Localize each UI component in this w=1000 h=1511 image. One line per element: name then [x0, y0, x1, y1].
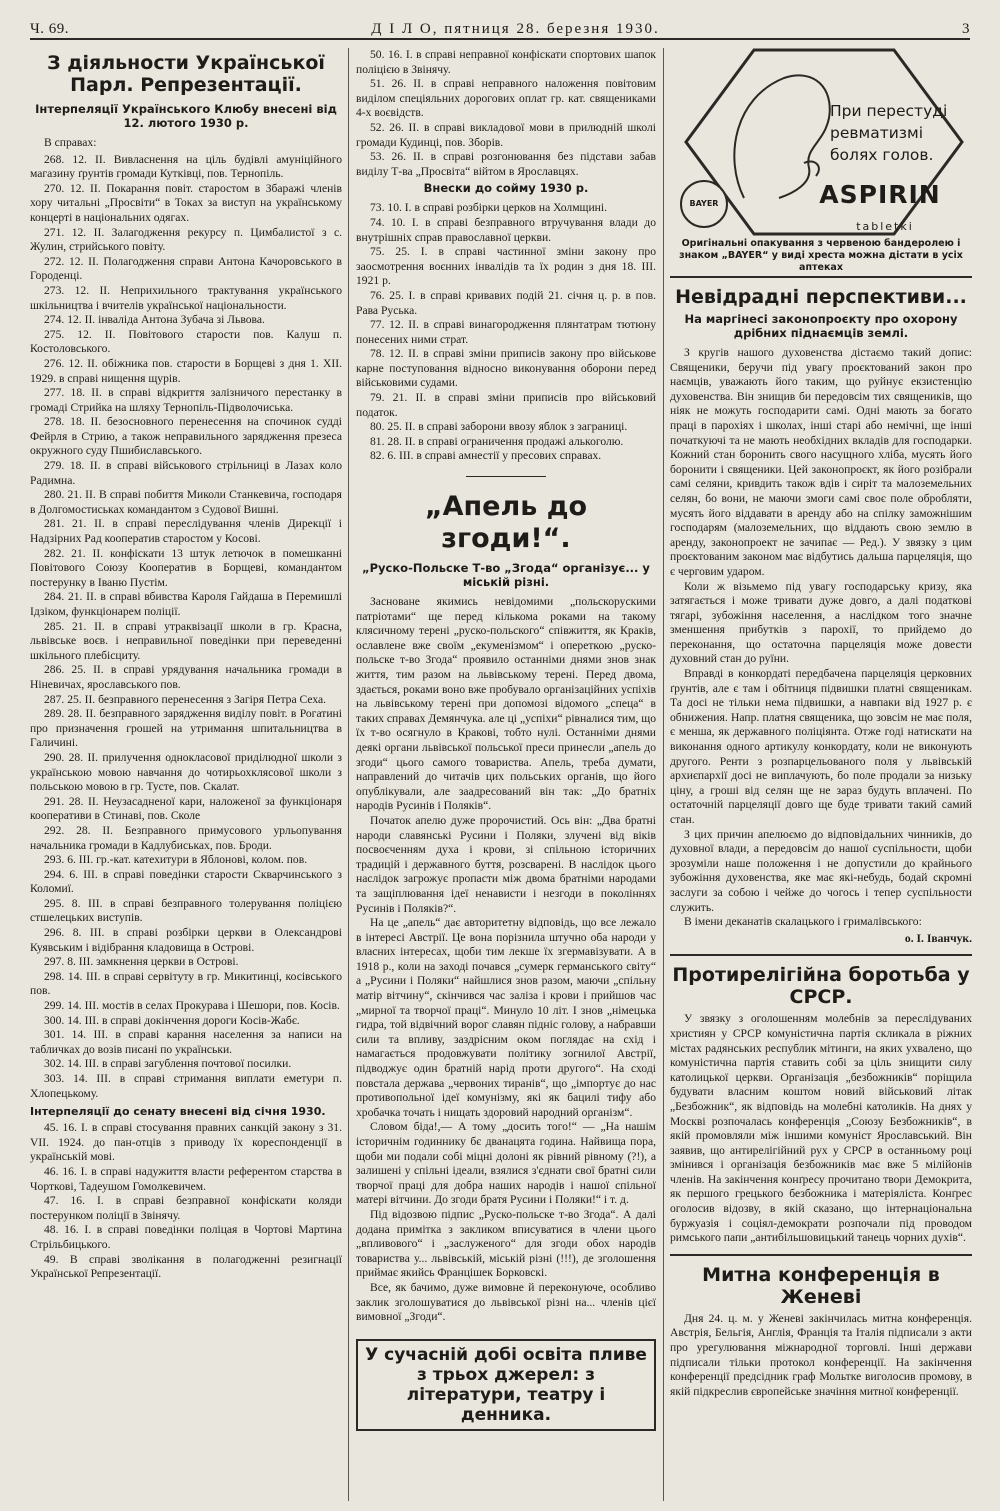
paragraph: З цих причин апелюємо до відповідальних чинників, до духовної влади, а передовсім до нашої суспільности, щоби зрозуміли наше положення і не допустили до крайнього зубожіння духовенства, яке має які-небудь, бодай скромні заслуги за собою і чейже до чогось і тепер суспільности служить. — [670, 827, 972, 914]
list-item: 279. 18. II. в справі військового стрільниці в Лазах коло Радимна. — [30, 459, 342, 487]
ad-brand: ASPIRIN — [819, 180, 941, 209]
list-item: 303. 14. III. в справі стримання виплати еметури п. Хлопецькому. — [30, 1072, 342, 1100]
list-item: 270. 12. II. Покарання повіт. старостом в Збаражі членів хору читальні „Просвіти“ в Токах за виступ на українському концерті в національних одягах. — [30, 181, 342, 224]
paragraph: У звязку з оголошенням молебнів за переслідуваних християн у СРСР комуністична партія скликала в ріжних містах радянських республик мітинги, на яких ухвалено, що комуністична партія ставить собі за ціль знищити силу католицької церкви. Організація „безбожників“ поріщила будувати власним коштом новий військовий літак „Безбожник“, як відповідь на молебні католиків. На днях у Москві розпочалась конференція „Союзу Безбожників“, в якій промовляли між іншими комуніст Ярославський. Він заявив, що антирелігійний рух у СРСР в останньому році змінився і організація безбожників має вже 5 мілійонів членів. На закінчення конґресу прочитано твори Демокрита, як першого грецького безбожника і матеріяліста. Конґрес оголосив відозву, в якій сказано, що інтернаціональна буржуазія і соціял-демократи розпочали під проводом римського папи „антибільшовицький танець чорних духів“. — [670, 1012, 972, 1245]
list-item: 294. 6. III. в справі поведінки старости Скварчинського з Коломиї. — [30, 867, 342, 896]
paragraph: На це „апель“ дає авторитетну відповідь, що все лежало в інтересі Австрії. Це вона порізнила штучно оба народи у власних інтересах, щоби тим лекше їх згермавізувати. А в 1918 р., коли на заході почався „сумерк германського світу“ а „Русини і Поляки“ найшлися знов разом, маючи „спільну матір вітчину“, скінчився час заліза і крови і прийшов час „мирної та творчої праці“. Минуло 10 літ. І знов „німецька гидра, той відвічний ворог славян підніс голову, а набравши сили та впливу, заздрісним оком поглядає на схід і намагається продовжувати політику зогнилої Австрії, підводжує один братній нарід проти другого“. На сході повстала держава „червоних тиранів“, що „імпортує до нас противопольної ідеї комунізму, які як бацилі тифу або хробачка точать і нищать здоровий народний організм“. — [356, 916, 656, 1119]
list-item: 289. 28. II. безправного зарядження виділу повіт. в Рогатині про призначення грошей на утримання шпитальництва в Галичині. — [30, 707, 342, 750]
paragraph: В імени деканатів скалацького і грималівського: — [684, 915, 922, 929]
section-heading: Інтерпеляції до сенату внесені від січня 1930. — [30, 1105, 326, 1119]
list-item: 297. 8. III. замкнення церкви в Острові. — [44, 955, 239, 969]
article-body — [670, 1012, 972, 1246]
list-item: 48. 16. I. в справі поведінки поліцая в Чортові Мартина Стрільбицького. — [30, 1223, 342, 1251]
list-item: 285. 21. II. в справі утраквізації школи в гр. Красна, львівське воєв. і неправильної поведінки при переведенні шкільного плебісциту. — [30, 619, 342, 662]
list-item: 268. 12. II. Вивласнення на ціль будівлі амуніційного магазину ґрунтів громади Кутківці, пов. Тернопіль. — [30, 152, 342, 181]
paragraph: З кругів нашого духовенства дістаємо такий допис: Священики, беручи під увагу проєктований закон про наємців, уважають його таким, що руйнує екзистенцію духовенства. Він знищив би передовсім тих священиків, що ніяк не можуть господарити самі. Одні мають за богато праці в парохіях і школах, інші старі або немічні, ще інші початкуючі та не мають необхідних вкладів для господарки. Кожний стан боронить свого насущного хліба, мусять його боронити і священики. Цей законопроєкт, як його розібрали самі селяни, кривдить також вдів і сиріт та малоземельних селян, бо вони, не маючи змоги самі своє поле обробляти, мусять його віддавати в аренду або на спілку заможнішим господарям (малоземельних, що віддають свою землю в аренду, законопроект не зачипає — Ред.). У звязку з цим проєктованим законом має відбутись дальша парцеляція, що є черговим ударом. — [670, 346, 972, 578]
list-item: 292. 28. II. Безправного примусового урльопування начальника громади в Кадлубиськах, пов. Броди. — [30, 823, 342, 852]
article-subtitle: Інтерпеляції Українського Клюбу внесені від 12. лютого 1930 р. — [35, 102, 337, 130]
article-body — [356, 595, 656, 1325]
list-item: 46. 16. I. в справі надужиття власти референтом старства в Чорткові, Тадеушом Гомолкевичем. — [30, 1164, 342, 1193]
paragraph: Вправді в конкордаті передбачена парцеляція церковних ґрунтів, але є там і обітниця підвишки платні священикам. Та досі не тільки нема підвишки, а навпаки від 1927 р. є обнижения. Напр. платня священика, що зовсім не має поля, є менша, як державного поліціянта. Отже годі натискати на виконання одного артикулу конкордату, коли не виконують другого. Ренти з розпарцельованого поля у львівській архиєпархії досі не виплачують, бо поле продали за низьку ціну, а гроші від селян ще не зараз будуть вплачені. По остаточній парцеляції довго ще буде тривати такий самий стан. — [670, 667, 972, 826]
list-item: 295. 8. III. в справі безправного толерування поліцією стшелецьких виступів. — [30, 896, 342, 925]
page-number: 3 — [961, 21, 970, 37]
list-item: 79. 21. II. в справі зміни приписів про військовий податок. — [356, 391, 656, 419]
list-item: 74. 10. I. в справі безправного втручування влади до внутрішніх справ православної церкви. — [356, 215, 656, 244]
divider — [670, 1254, 972, 1256]
list-item: 271. 12. II. Залагодження рекурсу п. Цимбалистої з с. Жулин, стрийського повіту. — [30, 225, 342, 254]
list-item: 299. 14. III. мостів в селах Прокурава і Шешори, пов. Косів. — [44, 999, 340, 1013]
list-item: 272. 12. II. Полагодження справи Антона Качоровського в Городенці. — [30, 254, 342, 283]
article-subtitle: „Руско-Польске Т-во „Згода“ організує... у міській різні. — [362, 561, 650, 590]
article-title: „Апель до згоди!“. — [424, 491, 588, 555]
article-lead: В справах: — [44, 136, 97, 149]
paragraph: Все, як бачимо, дуже вимовне й переконуюче, особливо заклик зголошуватися до львівської різні на... членів цієї вимовної „Згоди“. — [356, 1280, 656, 1324]
column-divider — [348, 48, 349, 1501]
list-item: 52. 26. II. в справі викладової мови в прилюдній школі громади Кудинці, пов. Зборів. — [356, 120, 656, 149]
ad-product-form: tabletki — [856, 220, 914, 233]
paragraph: Початок апелю дуже пророчистий. Ось він: „Два братні народи славянські Русини і Поляки, злучені від віків посвоєченням духа і крови, зі спільною історичних традицій і державного буття, розсварені. В наслідок цього наслідок загрожує пропасти між двома братніми народами та защіплювання ідеї ненависти і незгоди в поколіннях Русинів і Поляків?“. — [356, 813, 656, 915]
list-item: 287. 25. II. безправного перенесення з Загіря Петра Сеха. — [44, 692, 327, 706]
divider — [466, 476, 546, 477]
senate-list — [30, 1121, 342, 1282]
section-heading: Внески до сойму 1930 р. — [423, 181, 589, 196]
list-item: 82. 6. III. в справі амнестії у пресових справах. — [370, 449, 602, 463]
aspirin-advertisement — [670, 48, 972, 278]
list-item: 78. 12. II. в справі зміни приписів закону про військове карне поступовання відносно виконування оборони перед військовими судами. — [356, 347, 656, 390]
paragraph: Дня 24. ц. м. у Женеві закінчилась митна конференція. Австрія, Бельгія, Англія, Франція та Італія підписали з акти про урегулювання міжнародної торговлі. Інші держави підписали тільки протокол конференції. На закінчення конференції предсідник граф Мольтке виголосив промову, в якій підкреслив європейське значіння митної конференції. — [670, 1311, 972, 1398]
notice-text: У сучасній добі освіта пливе з трьох джерел: з літератури, театру і денника. — [365, 1344, 647, 1425]
paragraph: Словом біда!,— А тому „досить того!“ — „На нашім історичнім годиннику бє дванацята година. Найвища пора, щоби ми подали собі міцні долоні як рівний рівному (?!), а залишені у спільні ідеали, взялися з'єднати свої братні сили творчої праці для добра наших народів і нашої спільної матері вітчини. До згоди братя Русини і Поляки!“ і т. д. — [356, 1120, 656, 1207]
list-item: 80. 25. II. в справі заборони ввозу яблок з заграниці. — [370, 420, 628, 434]
issue-number: Ч. 69. — [30, 21, 69, 37]
list-item: 293. 6. III. гр.-кат. катехитури в Яблонові, колом. пов. — [44, 853, 308, 867]
list-item: 282. 21. II. конфіскати 13 штук летючок в помешканні Повітового Союзу Кооператив в Борщеві, командантом постерунку в Іваню Пустім. — [30, 546, 342, 589]
sejm-list — [356, 201, 656, 464]
list-item: 296. 8. III. в справі розбірки церкви в Олександрові Куявським і відібрання кладовища в Острові. — [30, 926, 342, 954]
list-item: 302. 14. III. в справі загублення почтової посилки. — [44, 1057, 292, 1071]
list-item: 45. 16. I. в справі стосування правних санкцій закону з 31. VII. 1924. до пан-отців з приводу їх кореспонденції в українській мові. — [30, 1121, 342, 1164]
list-item: 284. 21. II. в справі вбивства Кароля Гайдаша в Перемишлі Ідзіком, функціонарем поліції. — [30, 590, 342, 618]
divider — [670, 954, 972, 956]
masthead-date: Д І Л О, пятниця 28. березня 1930. — [371, 21, 660, 37]
list-item: 53. 26. II. в справі розгонювання без підстави забав виділу Т-ва „Просвіта“ війтом в Ярославцях. — [356, 150, 656, 178]
list-item: 280. 21. II. В справі побиття Миколи Станкевича, господаря в Долгомостиськах командантом з Судової Вишні. — [30, 488, 342, 516]
article-title: Митна конференція в Женеві — [702, 1263, 940, 1308]
paragraph: Під відозвою підпис „Руско-польске т-во Згода“. А далі додана примітка з закликом вписуватися в члени цього „впливового“ і „заслуженого“ для згоди обох народів товариства у... львівській, міській різні (!!!), де зголошення приймає якийсь Францішек Борковскі. — [356, 1207, 656, 1280]
article-title: Протирелігійна боротьба у СРСР. — [672, 964, 970, 1009]
paragraph: Коли ж візьмемо під увагу господарську кризу, яка затягається і може тривати дуже довго, а далі податкові тягарі, зубожіння населення, а наслідком того значне зменшення прибутків з парохії, то прийдемо до переконання, що остаточна парцеляція може довести духовний стан до руїни. — [670, 579, 972, 666]
list-item: 47. 16. I. в справі безправної конфіскати коляди постерунком поліції в Звінячу. — [30, 1194, 342, 1222]
list-item: 274. 12. II. інваліда Антона Зубача зі Львова. — [44, 313, 265, 327]
list-item: 291. 28. II. Неузасадненої кари, наложеної за функціонаря кооперативи в Стинаві, пов. Сколе — [30, 794, 342, 823]
list-item: 49. В справі зволікання в полагодженні резигнації Української Репрезентації. — [30, 1252, 342, 1281]
list-item: 75. 25. I. в справі частинної зміни закону про заосмотрення воєнних інвалідів та їх родин з дня 18. III. 1921 р. — [356, 245, 656, 288]
article-title: Невідрадні перспективи... — [675, 286, 967, 308]
list-item: 276. 12. II. обіжника пов. старости в Борщеві з дня 1. XII. 1929. в справі нищення щурів. — [30, 356, 342, 385]
article-signature: о. І. Іванчук. — [904, 931, 972, 945]
page-header — [30, 14, 970, 40]
bayer-cross-icon: BAYER — [680, 180, 728, 228]
list-item: 278. 18. II. безосновного перенесення на спочинок судді Фейрля в Стрию, а також неправильного зарядження презеса окружного суду Пшибиславського. — [30, 415, 342, 458]
list-item: 290. 28. II. прилучення однокласової приділюдної школи з українською мовою навчання до чотирьохклясової школи з польською мовою в гр. Тусте, пов. Скалат. — [30, 750, 342, 794]
list-item: 286. 25. II. в справі урядування начальника громади в Ніневичах, ярославського пов. — [30, 663, 342, 691]
list-item: 76. 25. I. в справі кривавих подій 21. січня ц. р. в пов. Рава Руська. — [356, 288, 656, 317]
list-item: 300. 14. III. в справі докінчення дороги Косів-Жабє. — [44, 1013, 300, 1027]
list-item: 277. 18. II. в справі відкриття залізничого перестанку в громаді Стрийка на шляху Тернопіль-Підволочиська. — [30, 386, 342, 414]
list-item: 281. 21. II. в справі переслідування членів Дирекції і Надзірних Рад кооператив старостом у Косові. — [30, 517, 342, 546]
list-item: 275. 12. II. Повітового старости пов. Калуш п. Костоловського. — [30, 327, 342, 356]
column-divider — [663, 48, 664, 1501]
ad-slogan: При перестуді ревматизмі болях голов. — [830, 102, 948, 164]
boxed-notice — [356, 1339, 656, 1431]
list-item: 273. 12. II. Неприхильного трактування українського шкільництва і вчителів української національности. — [30, 283, 342, 312]
article-subtitle: На маргінесі законопроєкту про охорону дрібних піднаємців землі. — [684, 312, 958, 340]
interpellation-list — [30, 153, 342, 1102]
article-body — [670, 1312, 972, 1400]
paragraph: Засноване якимись невідомими „польскорускими патріотами“ ще перед кількома роками на такому клясичному терені „руско-польского“ співжиття, як Краків, ославлене вже своїм „екуменізмом“ і опереткою „руско-польске т-во Згода“ проявило останніми днями знов знак життя, тим разом на львівському терені. Перед двома, здається, роками воно вже пробувало організаційних успіхів на львівському терені при допомозі відомого „спеца“ в таких справах Демянчука. але ці „успіхи“ рівналися тим, що їх т-во осягнуло в Кракові, тобто нулі. Останніми днями деякі органи львівської польської преси принесли „апель до згоди“ цього самого товариства. Апель, треба думати, направлений до читачів цих польських органів, що його опублікували, але заадресований він так: „До братніх народів Русинів і Поляків“. — [356, 595, 656, 813]
list-item: 51. 26. II. в справі неправного наложення повітовим виділом спеціяльних дорогових оплат гр. кат. священиками 4-х воєвідств. — [356, 77, 656, 120]
column-2 — [356, 48, 656, 1503]
article-title: З діяльности Української Парл. Репрезентації. — [47, 52, 325, 96]
list-item: 77. 12. II. в справі винагородження плянтатрам тютюну понесених ними страт. — [356, 318, 656, 346]
list-item: 301. 14. III. в справі карання населення за написи на табличках до возів писані по українськи. — [30, 1028, 342, 1056]
column-1 — [30, 48, 342, 1503]
list-item: 50. 16. I. в справі неправної конфіскати спортових шапок поліцією в Звінячу. — [356, 48, 656, 76]
column-3 — [670, 48, 972, 1503]
list-item: 81. 28. II. в справі ограничення продажі алькоголю. — [370, 434, 624, 448]
senate-list-continued — [356, 48, 656, 179]
article-body — [670, 346, 972, 930]
list-item: 298. 14. III. в справі сервітуту в гр. Микитинці, косівського пов. — [30, 969, 342, 998]
ad-caption: Оригінальні опакування з червеною бандеролею і знаком „BAYER“ у виді хреста можна дістати в усіх аптеках — [679, 238, 963, 273]
list-item: 73. 10. I. в справі розбірки церков на Холмщині. — [370, 201, 607, 215]
